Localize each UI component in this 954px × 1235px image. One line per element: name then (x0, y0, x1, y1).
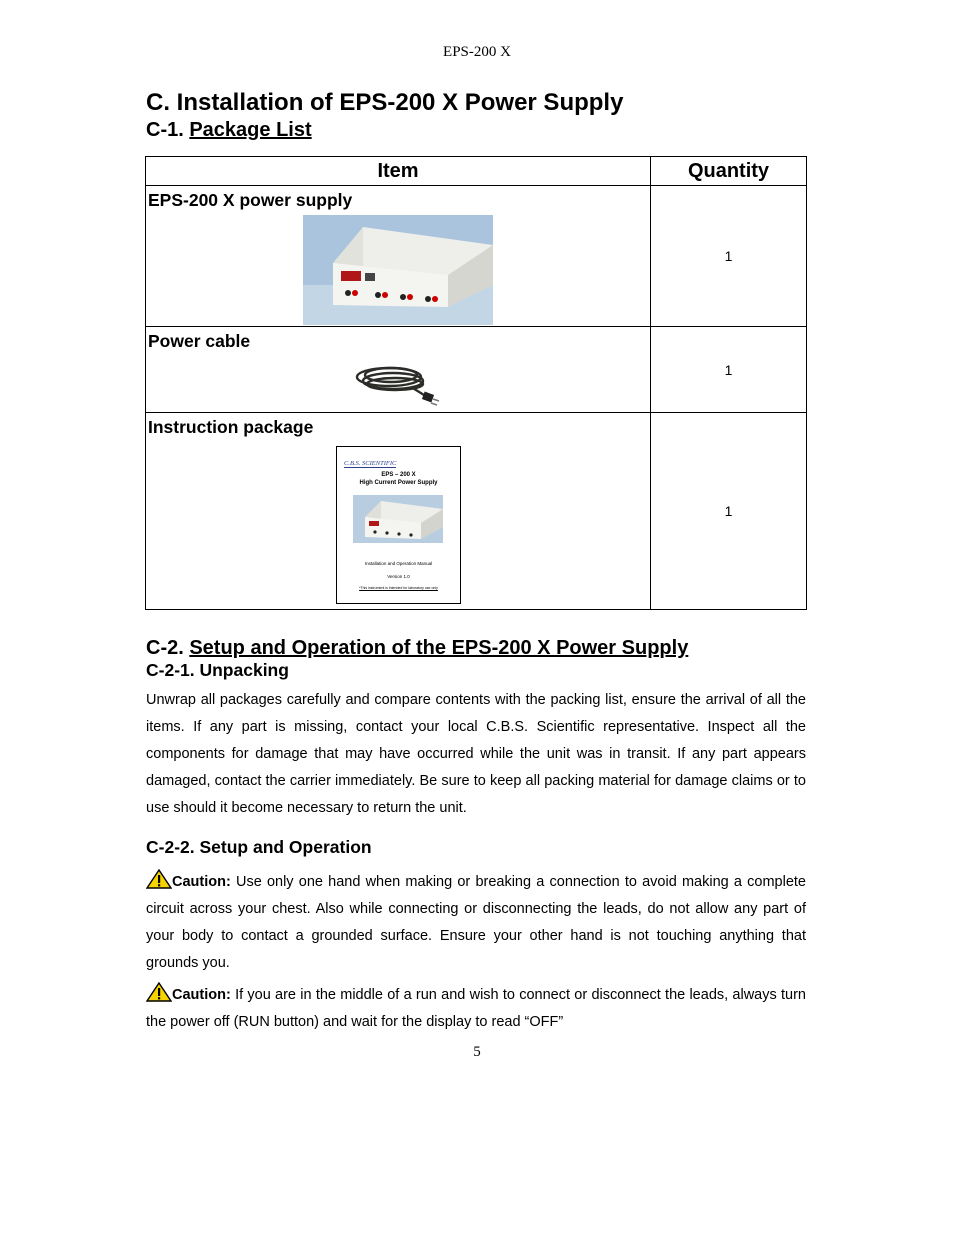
manual-disclaimer: *This instrument is intended for laboratory use only (359, 586, 438, 590)
subsection-c21-heading: C-2-1. Unpacking (146, 660, 289, 680)
manual-title-line2: High Current Power Supply (359, 480, 438, 486)
quantity-cell: 1 (651, 413, 807, 610)
item-name: Instruction package (148, 417, 314, 437)
subsection-c2-prefix: C-2. (146, 637, 190, 659)
item-cell (146, 327, 651, 413)
item-name: EPS-200 X power supply (148, 190, 353, 210)
subsection-c1-title: Package List (189, 119, 312, 141)
package-list-table (145, 156, 807, 610)
quantity-cell: 1 (651, 327, 807, 413)
warning-triangle-icon (146, 869, 172, 889)
manual-cover-image (336, 446, 461, 604)
manual-device-photo (353, 495, 443, 543)
table-row (146, 413, 807, 610)
manual-logo: C.B.S. SCIENTIFIC (344, 460, 397, 467)
item-cell (146, 186, 651, 327)
item-cell (146, 413, 651, 610)
subsection-c1-prefix: C-1. (146, 119, 190, 141)
caution-text: Use only one hand when making or breaking a connection to avoid making a complete circuit across your chest. Also while connecting or disconnecting the leads, do not allow any part of your body to contact a grounded surface. Ensure your other hand is not touching anything that grounds you. (146, 874, 806, 971)
subsection-c2-heading (146, 635, 688, 661)
running-header: EPS-200 X (443, 44, 511, 60)
table-row (146, 327, 807, 413)
caution-label: Caution: (172, 987, 231, 1003)
unpacking-paragraph: Unwrap all packages carefully and compare contents with the packing list, ensure the arrival of all the items. If any part is missing, contact your local C.B.S. Scientific representative. Inspect all the components for damage that may have occurred while the unit was in transit. If any part appears damaged, contact the carrier immediately. Be sure to keep all packing material for damage claims or to use should it become necessary to return the unit. (146, 692, 806, 816)
caution-paragraph-2 (146, 982, 806, 1036)
item-name: Power cable (148, 331, 251, 351)
subsection-c2-title: Setup and Operation of the EPS-200 X Power Supply (189, 637, 689, 659)
column-header-quantity: Quantity (651, 157, 807, 186)
subsection-c22-heading: C-2-2. Setup and Operation (146, 837, 372, 857)
table-header-row (146, 157, 807, 186)
caution-label: Caution: (172, 874, 231, 890)
warning-triangle-icon (146, 982, 172, 1002)
subsection-c1-heading (146, 117, 312, 143)
power-supply-photo (303, 215, 493, 325)
column-header-item: Item (146, 157, 651, 186)
manual-version: Version 1.0 (387, 574, 410, 579)
quantity-cell: 1 (651, 186, 807, 327)
manual-subtitle: Installation and Operation Manual (364, 561, 433, 566)
power-cable-photo (351, 357, 441, 407)
page-number: 5 (473, 1044, 481, 1060)
table-row (146, 186, 807, 327)
manual-title-line1: EPS – 200 X (381, 472, 416, 478)
caution-text: If you are in the middle of a run and wish to connect or disconnect the leads, always turn the power off (RUN button) and wait for the display to read “OFF” (146, 987, 806, 1030)
section-title: C. Installation of EPS-200 X Power Supply (146, 89, 624, 116)
caution-paragraph-1 (146, 869, 806, 977)
